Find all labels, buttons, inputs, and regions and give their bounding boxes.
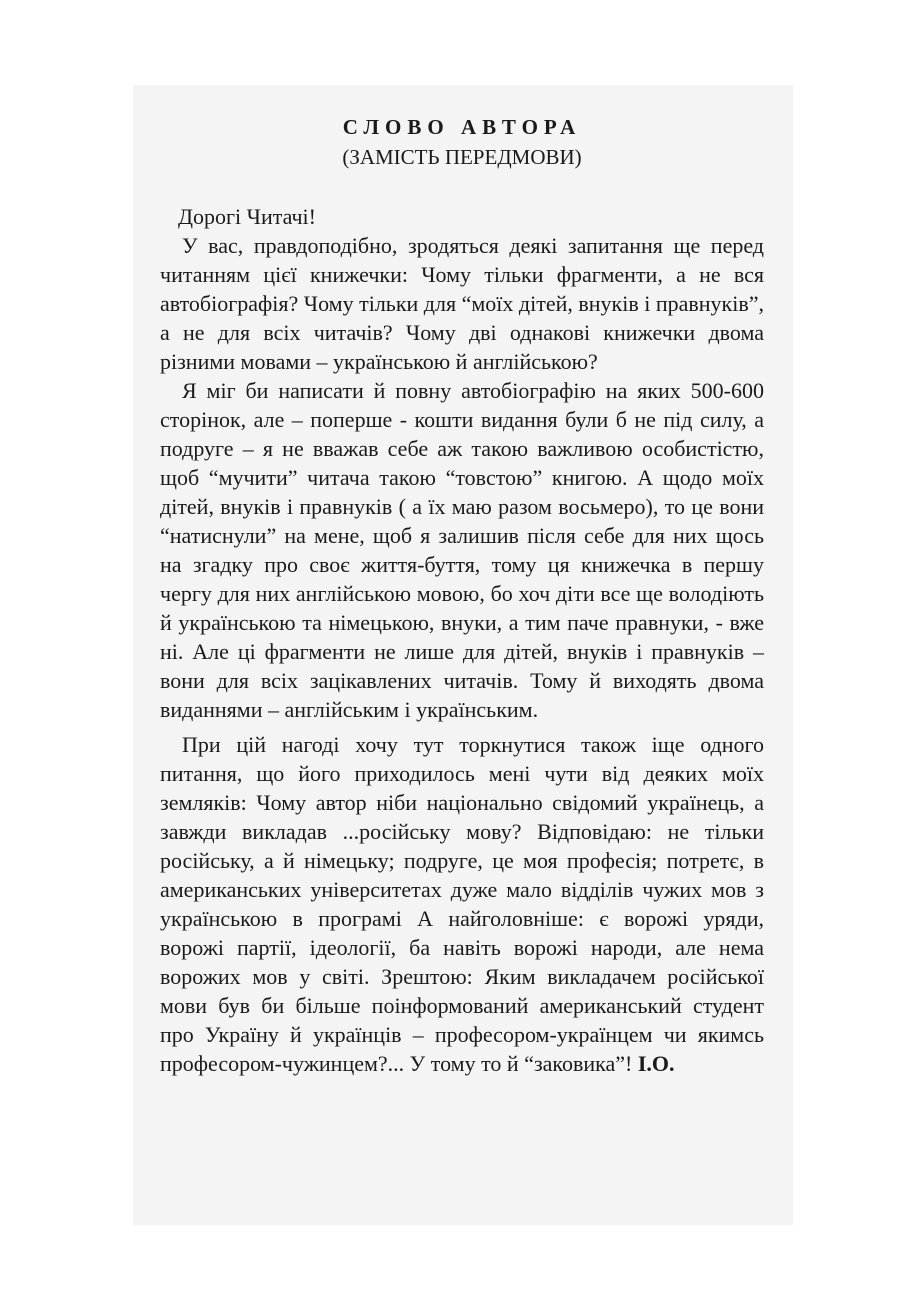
- paragraph: Я міг би написати й повну автобіографію на яких 500-600 сторінок, але – поперше - кошти видання були б не під силу, а подруге – я не вважав себе аж такою важливою особистістю, щоб “мучити” читача такою “товстою” книгою. А щодо моїх дітей, внуків і правнуків ( а їх маю разом восьмеро), то це вони “натиснули” на мене, щоб я залишив після себе для них щось на згадку про своє життя-буття, тому ця книжечка в першу чергу для них англійською мовою, бо хоч діти все ще володіють й українською та німецькою, внуки, а тим паче правнуки, - вже ні. Але ці фрагменти не лише для дітей, внуків і правнуків – вони для всіх зацікавлених читачів. Тому й виходять двома виданнями – англійським і українським.: [160, 378, 764, 722]
- paragraph-text: При цій нагоді хочу тут торкнутися також іще одного питання, що його приходилось мені чути від деяких моїх земляків: Чому автор ніби національно свідомий українець, а завжди викладав ...російську мову? Відповідаю: не тільки російську, а й німецьку; подруге, це моя професія; потретє, в американських університетах дуже мало відділів чужих мов з українською в програмі А найголовніше: є ворожі уряди, ворожі партії, ідеології, ба навіть ворожі народи, але нема ворожих мов у світі. Зрештою: Яким викладачем російської мови був би більше поінформований американський студент про Україну й українців – професором-українцем чи якимсь професором-чужинцем?... У тому то й “заковика”!: [160, 732, 764, 1076]
- paragraph: У вас, правдоподібно, зродяться деякі запитання ще перед читанням цієї книжечки: Чому тільки фрагменти, а не вся автобіографія? Чому тільки для “моїх дітей, внуків і правнуків”, а не для всіх читачів? Чому дві однакові книжечки двома різними мовами – українською й англійською?: [160, 233, 764, 374]
- paragraph: [160, 730, 764, 1078]
- page-subtitle: (ЗАМІСТЬ ПЕРЕДМОВИ): [342, 145, 582, 169]
- page-title: СЛОВО АВТОРА: [342, 115, 582, 139]
- document-body: [160, 112, 764, 1078]
- author-signature: І.О.: [637, 1051, 675, 1076]
- greeting: Дорогі Читачі!: [178, 204, 316, 229]
